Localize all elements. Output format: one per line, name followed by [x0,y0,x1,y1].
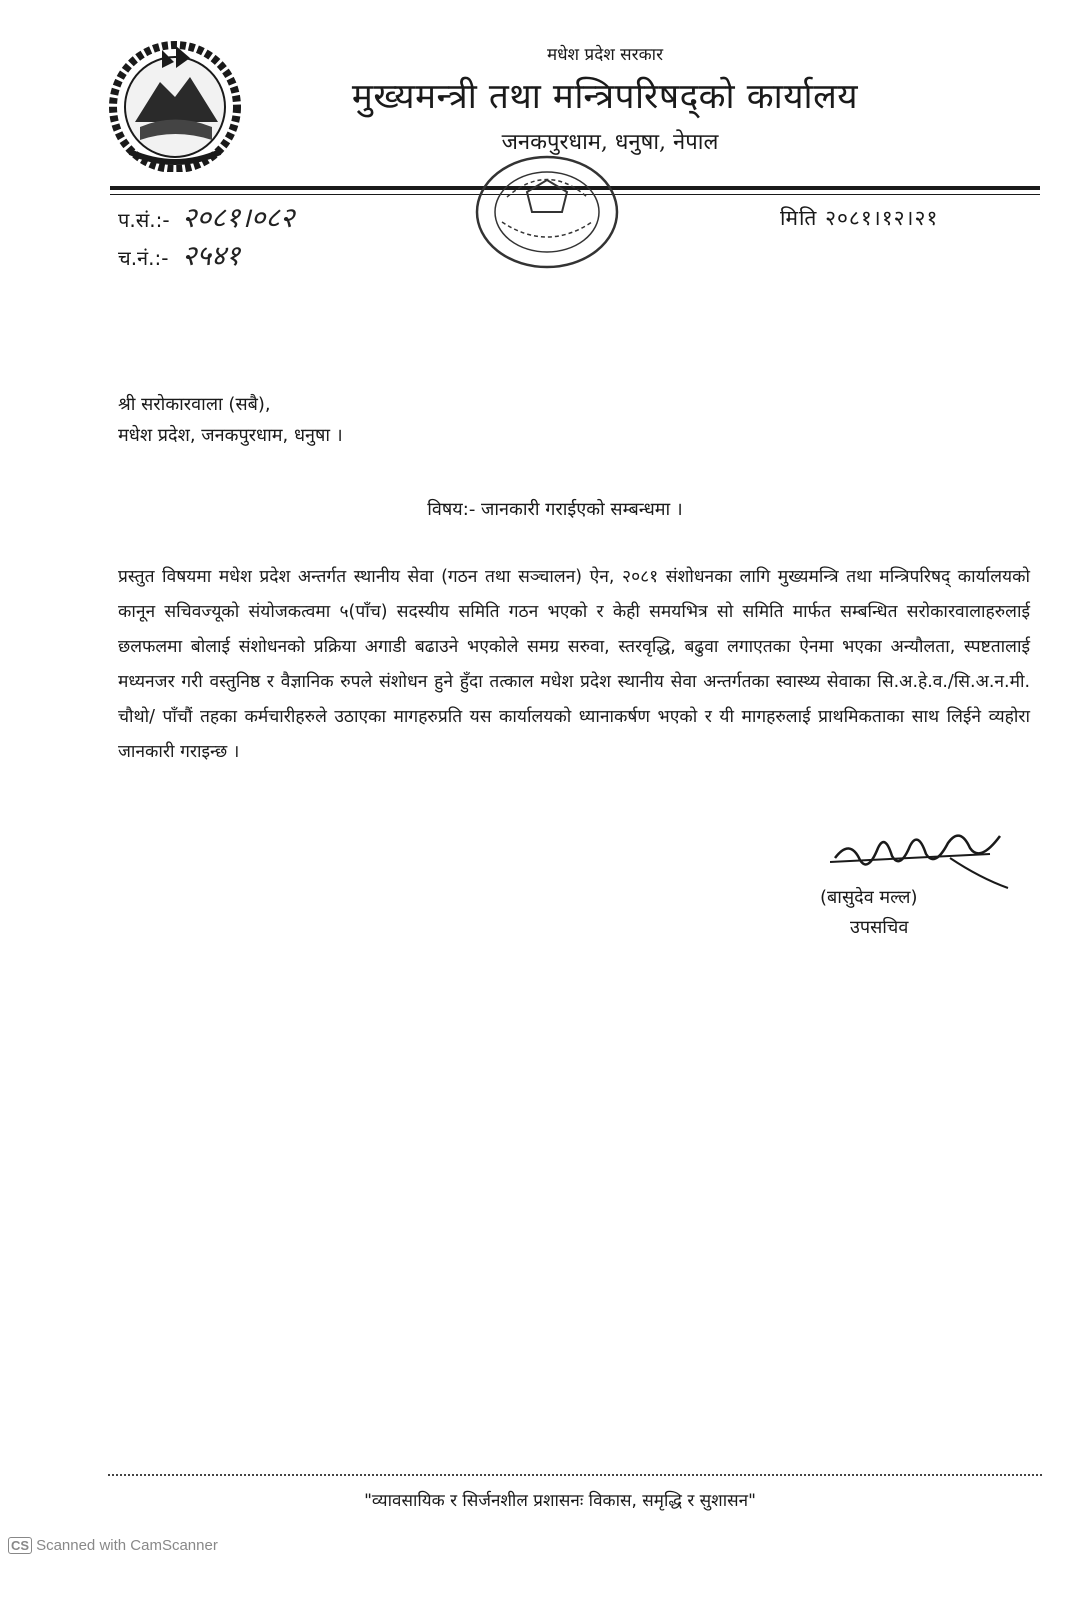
signatory-designation: उपसचिव [850,917,909,938]
government-name: मधेश प्रदेश सरकार [546,45,664,65]
recipient-line-1: श्री सरोकारवाला (सबै), [118,394,271,415]
letter-date: मिति २०८१।१२।२१ [780,206,939,230]
reference-number-label: प.सं.:- [118,208,170,232]
recipient-line-2: मधेश प्रदेश, जनकपुरधाम, धनुषा । [118,425,343,446]
office-name: मुख्यमन्त्री तथा मन्त्रिपरिषद्‌को कार्यालय [351,77,859,117]
footer-divider [108,1474,1042,1476]
camscanner-logo-icon: CS [8,1537,32,1554]
scanner-watermark [8,1537,218,1554]
signatory-name: (बासुदेव मल्ल) [820,887,918,908]
dispatch-number-label: च.नं.:- [118,246,169,270]
dispatch-number-value: २५४१ [182,239,241,272]
reference-number-value: २०८१।०८२ [182,201,295,234]
footer-motto: "व्यावसायिक र सिर्जनशील प्रशासनः विकास, समृद्धि र सुशासन" [364,1491,756,1511]
office-stamp-icon [472,152,622,272]
scanner-watermark-text: Scanned with CamScanner [36,1537,218,1554]
letter-body: प्रस्तुत विषयमा मधेश प्रदेश अन्तर्गत स्थानीय सेवा (गठन तथा सञ्चालन) ऐन, २०८१ संशोधनका लागि मुख्यमन्त्रि तथा मन्त्रिपरिषद् कार्यालयको कानून सचिवज्यूको संयोजकत्वमा ५(पाँच) सदस्यीय समिति गठन भएको र केही समयभित्र सो समिति मार्फत सम्बन्धित सरोकारवालाहरुलाई छलफलमा बोलाई संशोधनको प्रक्रिया अगाडी बढाउने भएकोले समग्र सरुवा, स्तरवृद्धि, बढुवा लगाएतका ऐनमा भएका अन्यौलता, स्पष्टतालाई मध्यनजर गरी वस्तुनिष्ठ र वैज्ञानिक रुपले संशोधन हुने हुँदा तत्काल मधेश प्रदेश स्थानीय सेवा अन्तर्गतका स्वास्थ्य सेवाका सि.अ.हे.व./सि.अ.न.मी. चौथो/ पाँचौं तहका कर्मचारीहरुले उठाएका मागहरुप्रति यस कार्यालयको ध्यानाकर्षण भएको र यी मागहरुलाई प्राथमिकताका साथ लिईने व्यहोरा जानकारी गराइन्छ । [118,567,1030,762]
letter-subject: विषय:- जानकारी गराईएको सम्बन्धमा । [427,499,683,520]
office-address: जनकपुरधाम, धनुषा, नेपाल [501,130,719,155]
